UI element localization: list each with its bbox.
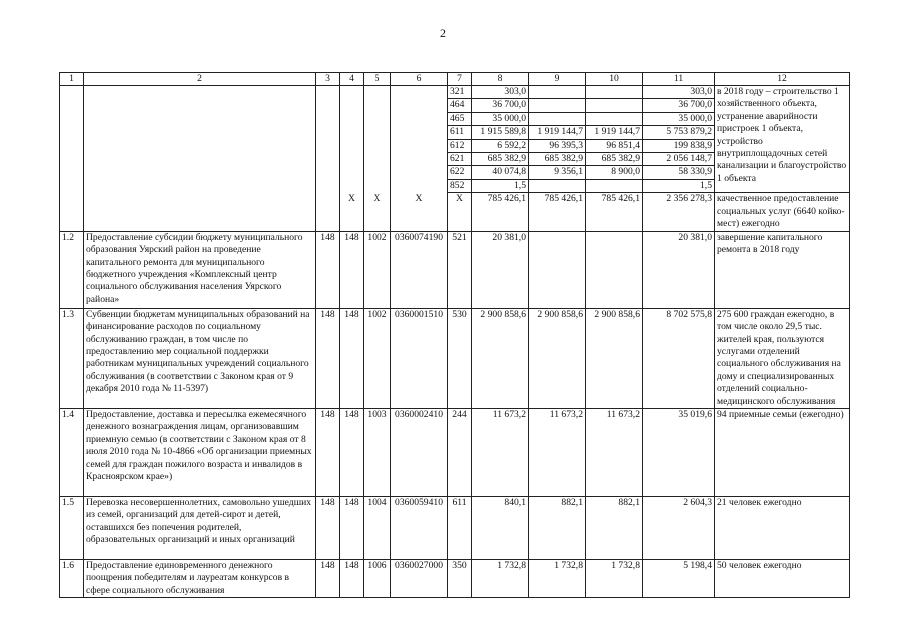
value-2020 (586, 99, 643, 112)
col6-cell (391, 86, 448, 193)
value-2018: 1 732,8 (472, 560, 529, 598)
value-total: 5 198,4 (643, 560, 715, 598)
target-code: 0360027000 (391, 560, 448, 598)
col-header: 7 (448, 73, 472, 86)
col-header: 2 (84, 73, 316, 86)
result-note: 275 600 граждан ежегодно, в том числе около 29,5 тыс. жителей края, пользуются услугами отделений социального обслуживания на дому и специализированных отделений социально-медицинского обслуживания (715, 308, 850, 408)
subsection-code: 1004 (364, 497, 391, 560)
value-total: 5 753 879,2 (643, 126, 715, 139)
expense-code: 465 (448, 112, 472, 125)
value-2019 (529, 112, 586, 125)
budget-table (59, 72, 850, 598)
col-header: 3 (316, 73, 340, 86)
value-2020 (586, 112, 643, 125)
value-total: 303,0 (643, 86, 715, 99)
value-2019 (529, 99, 586, 112)
value-total: 8 702 575,8 (643, 308, 715, 408)
value-2019: 96 395,3 (529, 139, 586, 152)
program-item-row (60, 308, 850, 408)
value-2020: 11 673,2 (586, 409, 643, 497)
value-total: 2 356 278,3 (643, 193, 715, 232)
col5-cell (364, 86, 391, 193)
col6-cell: Х (391, 193, 448, 232)
value-2019: 785 426,1 (529, 193, 586, 232)
item-description (84, 86, 316, 232)
subsection-code: 1006 (364, 560, 391, 598)
expense-code: 521 (448, 231, 472, 308)
subsection-code: 1002 (364, 231, 391, 308)
value-2018: 20 381,0 (472, 231, 529, 308)
expense-code: 530 (448, 308, 472, 408)
value-2020: 785 426,1 (586, 193, 643, 232)
expense-code: 611 (448, 126, 472, 139)
program-item-row (60, 231, 850, 308)
value-2020 (586, 86, 643, 99)
col3-cell (316, 193, 340, 232)
program-item-row (60, 497, 850, 560)
value-2018: 35 000,0 (472, 112, 529, 125)
item-description: Субвенции бюджетам муниципальных образований на финансирование расходов по социальному обслуживанию граждан, в том числе по предоставлению мер социальной поддержки работникам муниципальных учреждений социального обслуживания (в соответствии с Законом края от 9 декабря 2010 года № 11-5397) (84, 308, 316, 408)
value-2019: 2 900 858,6 (529, 308, 586, 408)
section-code: 148 (340, 560, 364, 598)
col-header: 5 (364, 73, 391, 86)
value-total: 2 604,3 (643, 497, 715, 560)
col4-cell (340, 86, 364, 193)
value-2020 (586, 231, 643, 308)
program-item-row (60, 560, 850, 598)
value-2019 (529, 231, 586, 308)
value-2020: 8 900,0 (586, 166, 643, 179)
value-2020: 1 732,8 (586, 560, 643, 598)
item-description: Предоставление единовременного денежного поощрения победителям и лауреатам конкурсов в сфере социального обслуживания (84, 560, 316, 598)
result-note: 21 человек ежегодно (715, 497, 850, 560)
section-code: 148 (340, 409, 364, 497)
value-2018: 785 426,1 (472, 193, 529, 232)
value-2018: 6 592,2 (472, 139, 529, 152)
col3-cell (316, 86, 340, 193)
col7-cell: Х (448, 193, 472, 232)
page-number: 2 (440, 26, 446, 40)
expense-code: 321 (448, 86, 472, 99)
col-header: 4 (340, 73, 364, 86)
value-2018: 840,1 (472, 497, 529, 560)
value-2019: 9 356,1 (529, 166, 586, 179)
target-code: 0360002410 (391, 409, 448, 497)
value-2019: 11 673,2 (529, 409, 586, 497)
col4-cell: Х (340, 193, 364, 232)
admin-code: 148 (316, 231, 340, 308)
col-header: 1 (60, 73, 84, 86)
value-total: 2 056 148,7 (643, 153, 715, 166)
expense-code: 611 (448, 497, 472, 560)
expense-code: 350 (448, 560, 472, 598)
value-2018: 40 074,8 (472, 166, 529, 179)
section-code: 148 (340, 231, 364, 308)
value-total: 35 019,6 (643, 409, 715, 497)
expense-code: 621 (448, 153, 472, 166)
item-number: 1.5 (60, 497, 84, 560)
value-total: 35 000,0 (643, 112, 715, 125)
value-2018: 2 900 858,6 (472, 308, 529, 408)
column-header-row (60, 73, 850, 86)
value-total: 36 700,0 (643, 99, 715, 112)
value-2020: 1 919 144,7 (586, 126, 643, 139)
value-2020: 882,1 (586, 497, 643, 560)
section-code: 148 (340, 497, 364, 560)
col-header: 9 (529, 73, 586, 86)
value-2020: 2 900 858,6 (586, 308, 643, 408)
col-header: 6 (391, 73, 448, 86)
value-2018: 1,5 (472, 179, 529, 192)
value-total: 199 838,9 (643, 139, 715, 152)
item-description: Предоставление субсидии бюджету муниципального образования Уярский район на проведение капитального ремонта для муниципального бюджетного учреждения «Комплексный центр социального обслуживания населения Уярского района» (84, 231, 316, 308)
item-number (60, 86, 84, 232)
target-code: 0360059410 (391, 497, 448, 560)
item-description: Предоставление, доставка и пересылка ежемесячного денежного вознаграждения лицам, организовавшим приемную семью (в соответствии с Законом края от 8 июля 2010 года № 10-4866 «Об организации приемных семей для граждан пожилого возраста и инвалидов в Красноярском крае») (84, 409, 316, 497)
col-header: 10 (586, 73, 643, 86)
value-2019: 1 919 144,7 (529, 126, 586, 139)
program-item-row (60, 409, 850, 497)
col5-cell: Х (364, 193, 391, 232)
item-number: 1.4 (60, 409, 84, 497)
value-2020 (586, 179, 643, 192)
col-header: 8 (472, 73, 529, 86)
admin-code: 148 (316, 560, 340, 598)
value-2020: 685 382,9 (586, 153, 643, 166)
value-total: 1,5 (643, 179, 715, 192)
item-number: 1.6 (60, 560, 84, 598)
expense-code: 612 (448, 139, 472, 152)
subsection-code: 1003 (364, 409, 391, 497)
result-note: качественное предоставление социальных услуг (6640 койко-мест) ежегодно (715, 193, 850, 232)
admin-code: 148 (316, 409, 340, 497)
continuation-row (60, 86, 850, 99)
col-header: 11 (643, 73, 715, 86)
item-number: 1.3 (60, 308, 84, 408)
value-2019: 1 732,8 (529, 560, 586, 598)
value-2019 (529, 179, 586, 192)
value-2019 (529, 86, 586, 99)
value-total: 20 381,0 (643, 231, 715, 308)
value-2019: 685 382,9 (529, 153, 586, 166)
value-2018: 685 382,9 (472, 153, 529, 166)
result-note: завершение капитального ремонта в 2018 году (715, 231, 850, 308)
value-2018: 1 915 589,8 (472, 126, 529, 139)
target-code: 0360074190 (391, 231, 448, 308)
item-description: Перевозка несовершеннолетних, самовольно ушедших из семей, организаций для детей-сирот и детей, оставшихся без попечения родителей, образовательных организаций и иных организаций (84, 497, 316, 560)
value-2020: 96 851,4 (586, 139, 643, 152)
value-2019: 882,1 (529, 497, 586, 560)
expense-code: 244 (448, 409, 472, 497)
section-code: 148 (340, 308, 364, 408)
result-note: в 2018 году – строительство 1 хозяйственного объекта, устранение аварийности пристроек 1 объекта, устройство внутриплощадочных сетей канализации и благоустройство 1 объекта (715, 86, 850, 193)
target-code: 0360001510 (391, 308, 448, 408)
col-header: 12 (715, 73, 850, 86)
subsection-code: 1002 (364, 308, 391, 408)
value-2018: 36 700,0 (472, 99, 529, 112)
value-2018: 11 673,2 (472, 409, 529, 497)
expense-code: 464 (448, 99, 472, 112)
value-total: 58 330,9 (643, 166, 715, 179)
expense-code: 852 (448, 179, 472, 192)
result-note: 50 человек ежегодно (715, 560, 850, 598)
value-2018: 303,0 (472, 86, 529, 99)
item-number: 1.2 (60, 231, 84, 308)
expense-code: 622 (448, 166, 472, 179)
result-note: 94 приемные семьи (ежегодно) (715, 409, 850, 497)
admin-code: 148 (316, 497, 340, 560)
admin-code: 148 (316, 308, 340, 408)
